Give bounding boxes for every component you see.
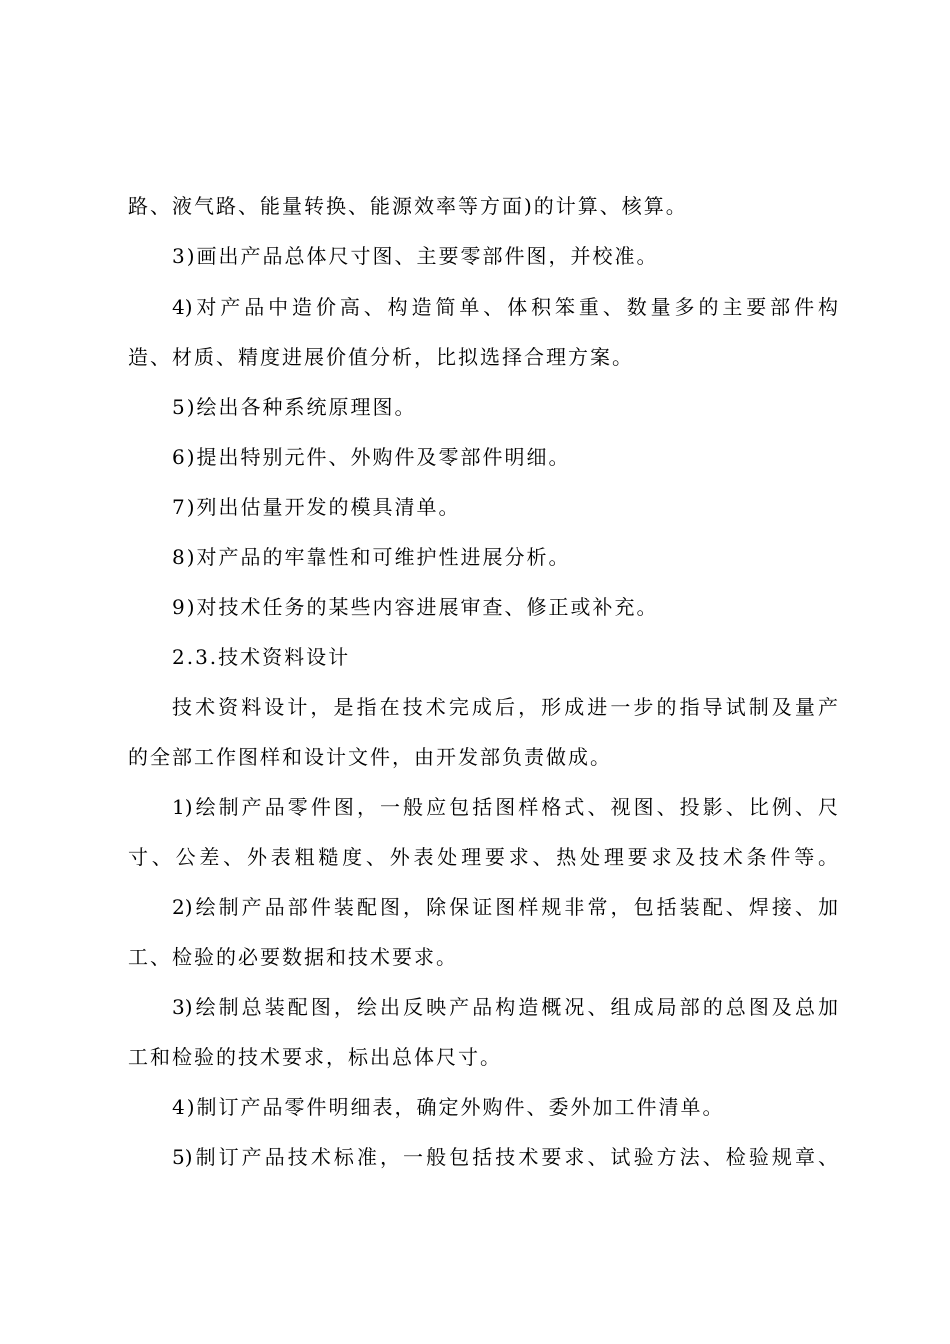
list-item-3: 3)画出产品总体尺寸图、主要零部件图，并校准。 — [172, 244, 659, 268]
design-item-2: 2)绘制产品部件装配图，除保证图样规非常，包括装配、焊接、加 — [172, 895, 838, 919]
design-item-3: 3)绘制总装配图，绘出反映产品构造概况、组成局部的总图及总加 — [172, 995, 838, 1019]
section-heading: 2.3.技术资料设计 — [172, 645, 351, 669]
list-item-7: 7)列出估量开发的模具清单。 — [172, 495, 461, 519]
design-item-1-continuation: 寸、公差、外表粗糙度、外表处理要求、热处理要求及技术条件等。 — [128, 845, 838, 869]
design-item-3-continuation: 工和检验的技术要求，标出总体尺寸。 — [128, 1045, 502, 1069]
paragraph-line-continuation: 的全部工作图样和设计文件，由开发部负责做成。 — [128, 745, 612, 769]
list-item-8: 8)对产品的牢靠性和可维护性进展分析。 — [172, 545, 571, 569]
design-item-2-continuation: 工、检验的必要数据和技术要求。 — [128, 945, 458, 969]
list-item-4: 4)对产品中造价高、构造简单、体积笨重、数量多的主要部件构 — [172, 295, 838, 319]
list-item-6: 6)提出特别元件、外购件及零部件明细。 — [172, 445, 571, 469]
list-item-9: 9)对技术任务的某些内容进展审查、修正或补充。 — [172, 595, 659, 619]
paragraph-line: 技术资料设计，是指在技术完成后，形成进一步的指导试制及量产 — [172, 695, 838, 719]
design-item-4: 4)制订产品零件明细表，确定外购件、委外加工件清单。 — [172, 1095, 725, 1119]
list-item-5: 5)绘出各种系统原理图。 — [172, 395, 417, 419]
design-item-1: 1)绘制产品零件图，一般应包括图样格式、视图、投影、比例、尺 — [172, 795, 838, 819]
list-item-4-continuation: 造、材质、精度进展价值分析，比拟选择合理方案。 — [128, 345, 634, 369]
design-item-5: 5)制订产品技术标准，一般包括技术要求、试验方法、检验规章、 — [172, 1145, 838, 1169]
text-line-continuation: 路、液气路、能量转换、能源效率等方面)的计算、核算。 — [128, 194, 688, 218]
